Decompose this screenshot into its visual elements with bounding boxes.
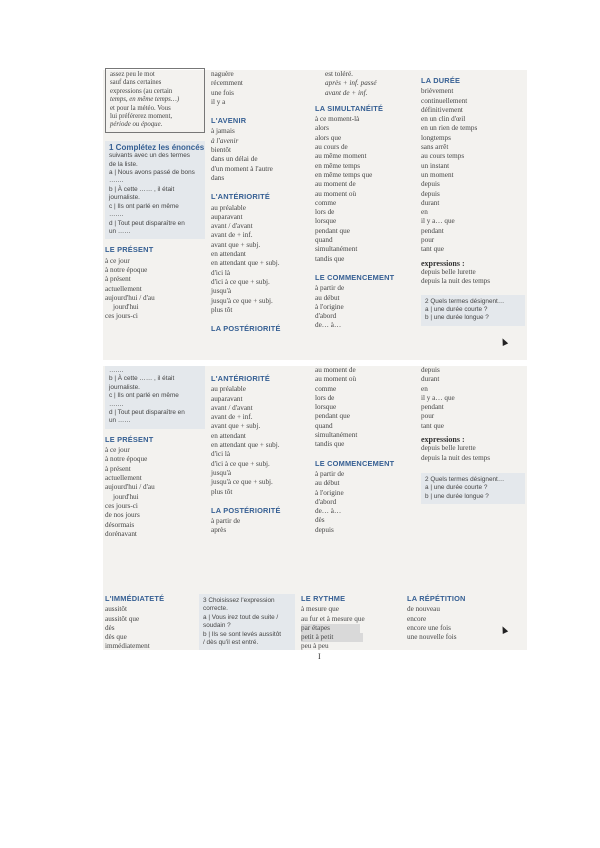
term: à jamais	[211, 127, 235, 136]
term: d'abord	[315, 497, 337, 506]
term: au moment où	[315, 375, 357, 384]
text-line: temps, en même temps…)	[110, 96, 180, 104]
term: d'ici à ce que + subj.	[211, 277, 270, 286]
term: ces jours-ci	[105, 501, 138, 510]
text-line: b | une durée longue ?	[425, 314, 489, 322]
top-col-1	[105, 70, 205, 322]
bottom-col-4	[421, 366, 525, 504]
term: sans arrêt	[421, 143, 449, 152]
term: lorsque	[315, 403, 337, 412]
text-line: expressions (au certain	[110, 87, 173, 95]
term: depuis la nuit des temps	[421, 277, 491, 286]
term: à ce moment-là	[315, 115, 360, 124]
text-line: et pour la météo. Vous	[110, 104, 171, 112]
term: depuis	[315, 525, 334, 534]
expressions-title: expressions :	[421, 258, 465, 268]
term: lors de	[315, 393, 335, 402]
term: en attendant	[211, 431, 246, 440]
page-marker: I	[318, 652, 321, 661]
top-scan	[103, 70, 527, 360]
term: une nouvelle fois	[407, 633, 457, 642]
section-title-commencement: LE COMMENCEMENT	[315, 458, 395, 468]
term: à l'origine	[315, 488, 344, 497]
term: en même temps	[315, 161, 361, 170]
term: longtemps	[421, 133, 451, 142]
term: aussitôt	[105, 605, 127, 614]
term: il y a… que	[421, 217, 455, 226]
term: d'un moment à l'autre	[211, 164, 273, 173]
text-line: un ……	[109, 417, 131, 425]
term: durant	[421, 375, 440, 384]
term: ces jours-ci	[105, 312, 138, 321]
term: dans	[211, 173, 225, 182]
term: est toléré.	[325, 70, 353, 78]
term: en attendant que + subj.	[211, 441, 280, 450]
section-title-avenir: L'AVENIR	[211, 116, 247, 126]
section-title-commencement: LE COMMENCEMENT	[315, 272, 395, 282]
term: une fois	[211, 88, 234, 97]
term: avant / d'avant	[211, 222, 253, 231]
term: au cours de	[315, 143, 348, 152]
term: à présent	[105, 464, 131, 473]
term: avant de + inf.	[325, 88, 368, 97]
term: avant que + subj.	[211, 422, 261, 431]
term: au moment où	[315, 189, 357, 198]
repetition-column	[407, 586, 517, 642]
term: à présent	[105, 275, 131, 284]
term-highlighted: petit à petit	[301, 633, 363, 642]
term: jusqu'à ce que + subj.	[211, 296, 273, 305]
term: dès	[105, 623, 115, 632]
term: d'ici là	[211, 450, 231, 459]
term: d'abord	[315, 312, 337, 321]
text-line: c | Ils ont parlé en même	[109, 202, 179, 210]
term: jusqu'à ce que + subj.	[211, 478, 273, 487]
expressions-title: expressions :	[421, 435, 465, 445]
term: récemment	[211, 79, 243, 88]
term: tandis que	[315, 254, 345, 263]
term: pendant	[421, 403, 444, 412]
document-page	[103, 70, 527, 661]
term: en	[421, 384, 428, 393]
term: tant que	[421, 245, 444, 254]
text-line: journaliste.	[109, 383, 140, 391]
term: aujourd'hui / d'au	[105, 483, 155, 492]
text-line: …….	[109, 177, 124, 185]
term: au moment de	[315, 180, 356, 189]
term: simultanément	[315, 431, 358, 440]
exercise-3-box	[199, 594, 295, 650]
text-line: b | une durée longue ?	[425, 492, 489, 500]
term: depuis belle lurette	[421, 444, 476, 453]
term: depuis	[421, 366, 440, 374]
term-highlighted: par étapes	[301, 624, 360, 633]
term: avant / d'avant	[211, 403, 253, 412]
term: immédiatement	[105, 642, 150, 651]
bottom-col-3	[315, 366, 415, 535]
term: de nouveau	[407, 605, 440, 614]
section-title-duree: LA DURÉE	[421, 76, 461, 85]
term: alors que	[315, 133, 342, 142]
term: comme	[315, 198, 337, 207]
exercise-2-box	[421, 295, 525, 326]
term: bientôt	[211, 146, 231, 155]
term: quand	[315, 236, 333, 245]
term: depuis belle lurette	[421, 267, 476, 276]
term: comme	[315, 384, 337, 393]
exercise-1-box-continued	[105, 366, 205, 429]
term: à partir de	[315, 284, 345, 293]
term: jusqu'à	[211, 468, 232, 477]
text-line: période ou époque.	[110, 121, 163, 129]
term: depuis	[421, 189, 440, 198]
term: auparavant	[211, 212, 243, 221]
section-title-present: LE PRÉSENT	[105, 434, 154, 444]
term: jourd'hui	[113, 303, 139, 312]
term: encore	[407, 614, 427, 623]
text-line: de la liste.	[109, 160, 138, 168]
term: en même temps que	[315, 170, 373, 179]
term: lorsque	[315, 217, 337, 226]
text-line: a | une durée courte ?	[425, 484, 488, 492]
term: il y a	[211, 97, 226, 106]
text-line: un ……	[109, 227, 131, 235]
term: pendant que	[315, 226, 350, 235]
term: dorénavant	[105, 529, 137, 538]
term: il y a… que	[421, 393, 455, 402]
term: d'ici là	[211, 268, 231, 277]
text-line: soudain ?	[203, 622, 231, 630]
bottom-scan	[103, 366, 527, 661]
term: naguère	[211, 70, 234, 78]
text-line: d | Tout peut disparaître en	[109, 409, 185, 417]
term: en un rien de temps	[421, 124, 478, 133]
term: au fur et à mesure que	[301, 614, 365, 623]
term: alors	[315, 124, 329, 133]
term: à mesure que	[301, 605, 339, 614]
bottom-col-1	[105, 366, 205, 539]
text-line: …….	[109, 400, 124, 408]
section-title-anteriorite: L'ANTÉRIORITÉ	[211, 374, 270, 383]
term: au début	[315, 479, 340, 488]
section-title-repetition: LA RÉPÉTITION	[407, 594, 466, 603]
text-line: journaliste.	[109, 194, 140, 202]
immediatete-column	[105, 586, 205, 652]
text-line: lui préférerez moment,	[110, 113, 173, 121]
term: après	[211, 526, 227, 535]
term: à notre époque	[105, 455, 148, 464]
exercise-title: 2 Quels termes désignent…	[425, 297, 505, 305]
term: après + inf. passé	[325, 79, 377, 88]
term: d'ici à ce que + subj.	[211, 459, 270, 468]
term: aujourd'hui / d'au	[105, 293, 155, 302]
text-line: …….	[109, 211, 124, 219]
term: pendant	[421, 226, 444, 235]
exercise-1-box	[105, 141, 205, 239]
term: au cours temps	[421, 152, 465, 161]
term: au préalable	[211, 385, 246, 394]
term: depuis	[421, 180, 440, 189]
usage-note-box	[105, 68, 205, 133]
term: actuellement	[105, 474, 142, 483]
bottom-col-2	[211, 366, 311, 536]
term: à ce jour	[105, 256, 130, 265]
mouse-cursor-icon	[500, 337, 508, 346]
term: de nos jours	[105, 511, 140, 520]
text-line: a | une durée courte ?	[425, 305, 488, 313]
term: de… à…	[315, 321, 342, 330]
section-title-posteriorite: LA POSTÉRIORITÉ	[211, 505, 281, 515]
term: en	[421, 208, 428, 217]
term: pour	[421, 236, 435, 245]
term: actuellement	[105, 284, 142, 293]
exercise-2-box	[421, 473, 525, 504]
term: lors de	[315, 208, 335, 217]
term: dès que	[105, 633, 127, 642]
exercise-title: 3 Choisissez l'expression	[203, 597, 275, 604]
exercise-title: 2 Quels termes désignent…	[425, 475, 505, 483]
exercise-3-column	[199, 586, 295, 650]
term: plus tôt	[211, 487, 233, 496]
text-line: suivants avec un des termes	[109, 152, 190, 160]
term: durant	[421, 198, 440, 207]
term: avant de + inf.	[211, 413, 253, 422]
term: pendant que	[315, 412, 350, 421]
text-line: d | Tout peut disparaître en	[109, 219, 185, 227]
top-col-4	[421, 70, 525, 326]
text-line: b | À cette …… , il était	[109, 185, 175, 193]
term: au préalable	[211, 203, 246, 212]
text-line: sauf dans certaines	[110, 79, 162, 87]
term: depuis la nuit des temps	[421, 453, 491, 462]
term: de… à…	[315, 507, 342, 516]
section-title-present: LE PRÉSENT	[105, 245, 154, 255]
term: en un clin d'œil	[421, 115, 466, 124]
term: aussitôt que	[105, 614, 140, 623]
term: tandis que	[315, 440, 345, 449]
top-col-3	[315, 70, 415, 331]
term: quand	[315, 421, 333, 430]
rythme-column	[301, 586, 401, 652]
term: en attendant	[211, 250, 246, 259]
term: à notre époque	[105, 265, 148, 274]
term: en attendant que + subj.	[211, 259, 280, 268]
text-line: assez peu le mot	[110, 71, 155, 78]
exercise-title: 1 Complétez les énoncés	[109, 142, 205, 152]
section-title-anteriorite: L'ANTÉRIORITÉ	[211, 192, 270, 202]
term: plus tôt	[211, 305, 233, 314]
term: désormais	[105, 520, 135, 529]
term: un moment	[421, 170, 454, 179]
section-title-simultaneite: LA SIMULTANÉITÉ	[315, 103, 384, 113]
section-title-posteriorite: LA POSTÉRIORITÉ	[211, 324, 281, 334]
text-line: a | Vous irez tout de suite /	[203, 613, 279, 621]
term: dès	[315, 516, 325, 525]
term: à partir de	[315, 469, 345, 478]
text-line: b | Ils se sont levés aussitôt	[203, 630, 282, 638]
term: au moment de	[315, 366, 356, 374]
term: à l'avenir	[211, 136, 239, 145]
term: tant que	[421, 421, 444, 430]
term: peu à peu	[301, 642, 329, 651]
term: un instant	[421, 161, 450, 170]
term: au même moment	[315, 152, 367, 161]
term: encore une fois	[407, 623, 451, 632]
term: brièvement	[421, 87, 454, 96]
term: dans un délai de	[211, 155, 258, 164]
text-line: a | Nous avons passé de bons	[109, 169, 195, 177]
text-line: correcte.	[203, 605, 228, 613]
term: à l'origine	[315, 302, 344, 311]
term: avant que + subj.	[211, 240, 261, 249]
top-col-2	[211, 70, 311, 335]
term: définitivement	[421, 105, 463, 114]
term: au début	[315, 293, 340, 302]
section-title-rythme: LE RYTHME	[301, 594, 346, 603]
text-line: / dès qu'il est entré.	[203, 639, 259, 647]
term: pour	[421, 412, 435, 421]
text-line: c | Ils ont parlé en même	[109, 392, 179, 400]
term: auparavant	[211, 394, 243, 403]
term: à partir de	[211, 517, 241, 526]
term: simultanément	[315, 245, 358, 254]
text-line: …….	[109, 367, 124, 374]
term: jusqu'à	[211, 287, 232, 296]
term: continuellement	[421, 96, 468, 105]
term: avant de + inf.	[211, 231, 253, 240]
text-line: b | À cette …… , il était	[109, 375, 175, 383]
term: à ce jour	[105, 446, 130, 455]
section-title-immediatete: L'IMMÉDIATETÉ	[105, 594, 165, 603]
term: jourd'hui	[113, 492, 139, 501]
